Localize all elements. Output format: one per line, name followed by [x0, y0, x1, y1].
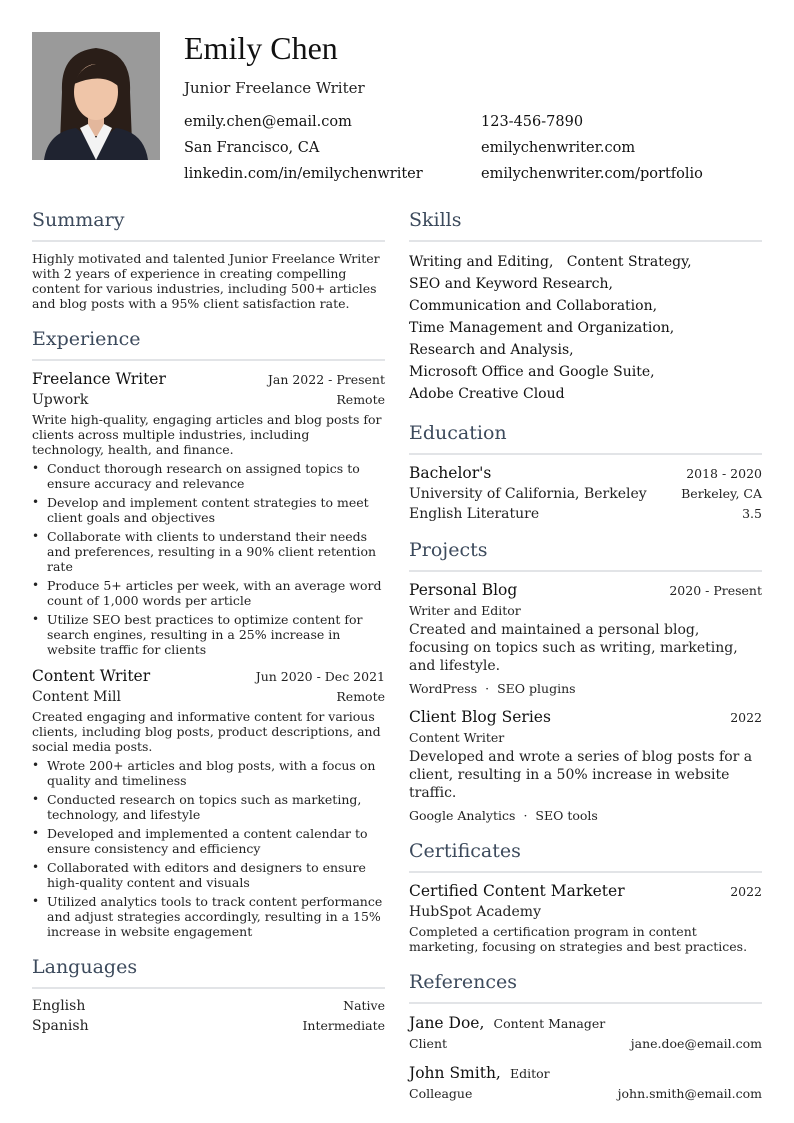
references-heading: References	[409, 968, 762, 1004]
candidate-name: Emily Chen	[184, 30, 338, 66]
job-bullets	[32, 461, 385, 657]
summary-text: Highly motivated and talented Junior Freelance Writer with 2 years of experience in creating compelling content for various industries, including 500+ articles and blog posts with a 95% client satisfaction rate.	[32, 251, 380, 311]
contact-location: San Francisco, CA	[184, 140, 320, 156]
contact-email[interactable]: emily.chen@email.com	[184, 114, 352, 130]
job-dates: Jan 2022 - Present	[267, 372, 385, 387]
project-description: Created and maintained a personal blog, focusing on topics such as writing, marketing, and lifestyle.	[409, 622, 738, 674]
language-name: English	[32, 998, 86, 1014]
summary-heading: Summary	[32, 206, 385, 242]
project-tags	[409, 808, 762, 823]
education-location: Berkeley, CA	[681, 486, 762, 501]
job-location: Remote	[336, 392, 385, 407]
project-tag: SEO tools	[535, 808, 598, 823]
skills-line: Research and Analysis,	[409, 342, 574, 358]
job-description: Created engaging and informative content for various clients, including blog posts, product descriptions, and social media posts.	[32, 709, 381, 754]
language-name: Spanish	[32, 1018, 89, 1034]
education-dates: 2018 - 2020	[686, 466, 762, 481]
job-bullet: • Conduct thorough research on assigned topics to ensure accuracy and relevance	[32, 461, 385, 491]
languages-section	[32, 953, 385, 1034]
skills-line: Communication and Collaboration,	[409, 298, 658, 314]
tag-separator: ·	[523, 808, 528, 823]
job-bullet: • Develop and implement content strategies to meet client goals and objectives	[32, 495, 385, 525]
job-company: Content Mill	[32, 689, 121, 705]
certificate-description: Completed a certification program in content marketing, focusing on strategies and best practices.	[409, 924, 748, 954]
education-field: English Literature	[409, 506, 540, 522]
project-description: Developed and wrote a series of blog posts for a client, resulting in a 50% increase in website traffic.	[409, 749, 753, 801]
project-entry	[409, 581, 762, 696]
job-bullet: • Developed and implemented a content calendar to ensure consistency and efficiency	[32, 826, 385, 856]
contact-portfolio[interactable]: emilychenwriter.com/portfolio	[481, 166, 703, 182]
project-dates: 2022	[730, 710, 762, 725]
job-entry	[32, 370, 385, 657]
project-tags	[409, 681, 762, 696]
contact-website[interactable]: emilychenwriter.com	[481, 140, 636, 156]
reference-title: Editor	[509, 1066, 550, 1081]
projects-heading: Projects	[409, 536, 762, 572]
job-entry	[32, 667, 385, 939]
contact-phone[interactable]: 123-456-7890	[481, 114, 584, 130]
certificates-section	[409, 837, 762, 954]
left-column	[32, 206, 385, 1048]
references-section	[409, 968, 762, 1101]
education-section	[409, 419, 762, 522]
reference-title: Content Manager	[493, 1016, 606, 1031]
certificate-name: Certified Content Marketer	[409, 882, 625, 900]
certificates-heading: Certificates	[409, 837, 762, 873]
job-bullet: • Produce 5+ articles per week, with an average word count of 1,000 words per article	[32, 578, 385, 608]
certificate-issuer: HubSpot Academy	[409, 904, 541, 920]
project-dates: 2020 - Present	[669, 583, 762, 598]
education-school: University of California, Berkeley	[409, 486, 647, 502]
language-level: Intermediate	[302, 1018, 385, 1033]
job-bullet: • Collaborated with editors and designers to ensure high-quality content and visuals	[32, 860, 385, 890]
job-role: Freelance Writer	[32, 370, 166, 388]
project-role: Content Writer	[409, 730, 505, 745]
job-bullet: • Utilized analytics tools to track content performance and adjust strategies accordingly, resulting in a 15% increase in website engagement	[32, 894, 385, 939]
project-name: Client Blog Series	[409, 708, 551, 726]
reference-entry	[409, 1013, 762, 1051]
reference-entry	[409, 1063, 762, 1101]
project-tag: WordPress	[409, 681, 478, 696]
reference-name: John Smith,	[409, 1064, 501, 1082]
right-column	[409, 206, 762, 1115]
job-description: Write high-quality, engaging articles and blog posts for clients across multiple industries, including technology, health, and finance.	[32, 412, 382, 457]
profile-photo-image	[32, 32, 160, 160]
skills-line: Writing and Editing, Content Strategy,	[409, 254, 692, 270]
job-bullet: • Conducted research on topics such as marketing, technology, and lifestyle	[32, 792, 385, 822]
summary-section	[32, 206, 385, 311]
education-heading: Education	[409, 419, 762, 455]
skills-line: Time Management and Organization,	[409, 320, 675, 336]
job-bullets	[32, 758, 385, 939]
certificate-date: 2022	[730, 884, 762, 899]
reference-email[interactable]: john.smith@email.com	[617, 1086, 762, 1101]
profile-photo	[32, 32, 160, 160]
reference-name: Jane Doe,	[409, 1014, 485, 1032]
languages-heading: Languages	[32, 953, 385, 989]
skills-heading: Skills	[409, 206, 762, 242]
project-entry	[409, 708, 762, 823]
job-location: Remote	[336, 689, 385, 704]
job-dates: Jun 2020 - Dec 2021	[255, 669, 385, 684]
tag-separator: ·	[485, 681, 490, 696]
job-bullet: • Wrote 200+ articles and blog posts, with a focus on quality and timeliness	[32, 758, 385, 788]
project-tag: SEO plugins	[497, 681, 576, 696]
contact-linkedin[interactable]: linkedin.com/in/emilychenwriter	[184, 166, 423, 182]
experience-heading: Experience	[32, 325, 385, 361]
project-name: Personal Blog	[409, 581, 518, 599]
project-tag: Google Analytics	[409, 808, 516, 823]
job-company: Upwork	[32, 392, 89, 408]
language-level: Native	[343, 998, 385, 1013]
skills-line: Microsoft Office and Google Suite,	[409, 364, 655, 380]
reference-relation: Client	[409, 1036, 448, 1051]
project-role: Writer and Editor	[409, 603, 521, 618]
education-degree: Bachelor's	[409, 464, 492, 482]
skills-line: Adobe Creative Cloud	[409, 386, 565, 402]
job-bullet: • Collaborate with clients to understand their needs and preferences, resulting in a 90% client retention rate	[32, 529, 385, 574]
skills-section	[409, 206, 762, 405]
job-role: Content Writer	[32, 667, 151, 685]
reference-relation: Colleague	[409, 1086, 473, 1101]
education-gpa: 3.5	[742, 506, 762, 521]
projects-section	[409, 536, 762, 823]
experience-section	[32, 325, 385, 939]
skills-line: SEO and Keyword Research,	[409, 276, 613, 292]
reference-email[interactable]: jane.doe@email.com	[630, 1036, 762, 1051]
candidate-title: Junior Freelance Writer	[184, 79, 365, 97]
job-bullet: • Utilize SEO best practices to optimize content for search engines, resulting in a 25% increase in website traffic for clients	[32, 612, 385, 657]
